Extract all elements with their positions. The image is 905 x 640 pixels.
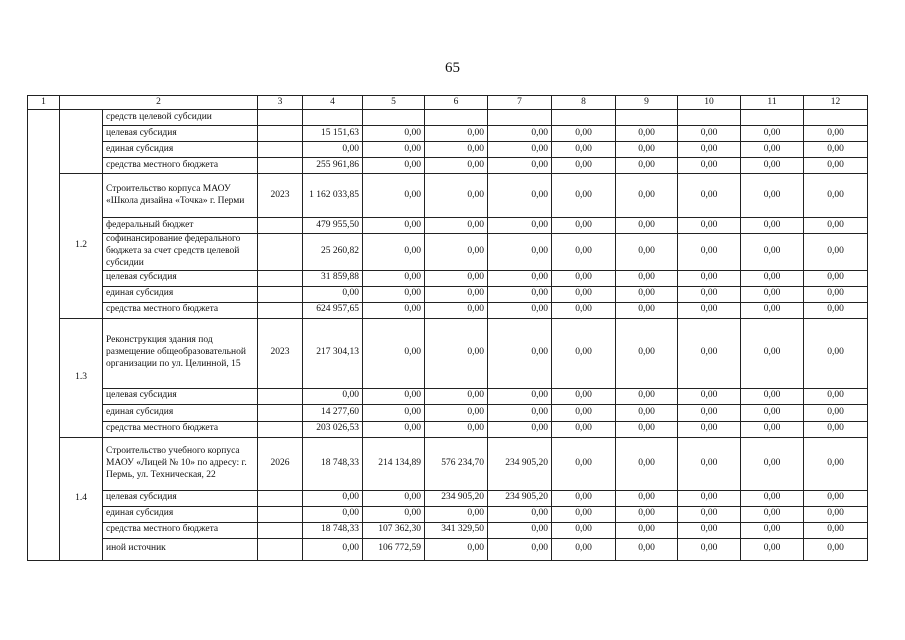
- value-cell-col-10: 0,00: [678, 158, 741, 174]
- value-cell-col-9: 0,00: [616, 158, 678, 174]
- value-cell-col-8: 0,00: [552, 142, 616, 158]
- year-cell: [258, 506, 303, 522]
- value-cell-col-6: 0,00: [425, 318, 488, 388]
- value-cell-col-7: 0,00: [488, 126, 552, 142]
- table-row: [28, 506, 868, 522]
- value-cell-col-5: 0,00: [363, 318, 425, 388]
- row-label: средств целевой субсидии: [103, 110, 258, 126]
- value-cell-col-7: 0,00: [488, 302, 552, 318]
- row-label: единая субсидия: [103, 286, 258, 302]
- value-cell-col-4: 479 955,50: [303, 218, 363, 234]
- table-row: [28, 158, 868, 174]
- value-cell-col-9: 0,00: [616, 126, 678, 142]
- value-cell-col-10: 0,00: [678, 318, 741, 388]
- year-cell: [258, 388, 303, 404]
- value-cell-col-12: 0,00: [804, 538, 868, 560]
- year-cell: [258, 270, 303, 286]
- value-cell-col-6: 0,00: [425, 158, 488, 174]
- table-row: [28, 110, 868, 126]
- value-cell-col-5: 0,00: [363, 218, 425, 234]
- value-cell-col-9: 0,00: [616, 421, 678, 437]
- value-cell-col-5: 214 134,89: [363, 437, 425, 490]
- value-cell-col-5: 0,00: [363, 388, 425, 404]
- value-cell-col-7: 0,00: [488, 506, 552, 522]
- value-cell-col-7: [488, 110, 552, 126]
- value-cell-col-5: 0,00: [363, 286, 425, 302]
- header-cell-10: 10: [678, 96, 741, 110]
- value-cell-col-9: [616, 110, 678, 126]
- year-cell: [258, 286, 303, 302]
- value-cell-col-4: 18 748,33: [303, 437, 363, 490]
- value-cell-col-11: 0,00: [741, 286, 804, 302]
- value-cell-col-8: 0,00: [552, 522, 616, 538]
- value-cell-col-9: 0,00: [616, 318, 678, 388]
- value-cell-col-7: 0,00: [488, 286, 552, 302]
- value-cell-col-7: 0,00: [488, 158, 552, 174]
- row-label: целевая субсидия: [103, 490, 258, 506]
- value-cell-col-7: 0,00: [488, 388, 552, 404]
- table-body: [28, 110, 868, 561]
- year-cell: [258, 421, 303, 437]
- value-cell-col-4: 0,00: [303, 506, 363, 522]
- value-cell-col-4: 0,00: [303, 286, 363, 302]
- row-label: софинансирование федерального бюджета за счет средств целевой субсидии: [103, 234, 258, 271]
- row-label: иной источник: [103, 538, 258, 560]
- table-row: [28, 388, 868, 404]
- year-cell: 2023: [258, 174, 303, 218]
- value-cell-col-9: 0,00: [616, 174, 678, 218]
- value-cell-col-6: 576 234,70: [425, 437, 488, 490]
- value-cell-col-11: 0,00: [741, 490, 804, 506]
- table-row: [28, 437, 868, 490]
- value-cell-col-4: 624 957,65: [303, 302, 363, 318]
- value-cell-col-12: 0,00: [804, 126, 868, 142]
- value-cell-col-8: 0,00: [552, 437, 616, 490]
- year-cell: [258, 110, 303, 126]
- value-cell-col-8: 0,00: [552, 421, 616, 437]
- value-cell-col-6: 0,00: [425, 270, 488, 286]
- value-cell-col-10: 0,00: [678, 522, 741, 538]
- value-cell-col-12: 0,00: [804, 286, 868, 302]
- value-cell-col-12: 0,00: [804, 218, 868, 234]
- value-cell-col-8: 0,00: [552, 538, 616, 560]
- table-row: [28, 404, 868, 421]
- value-cell-col-4: [303, 110, 363, 126]
- value-cell-col-8: 0,00: [552, 506, 616, 522]
- value-cell-col-12: 0,00: [804, 522, 868, 538]
- value-cell-col-12: 0,00: [804, 158, 868, 174]
- value-cell-col-5: 0,00: [363, 142, 425, 158]
- value-cell-col-7: 0,00: [488, 318, 552, 388]
- value-cell-col-8: 0,00: [552, 218, 616, 234]
- value-cell-col-10: 0,00: [678, 218, 741, 234]
- value-cell-col-6: 0,00: [425, 302, 488, 318]
- table-row: [28, 142, 868, 158]
- value-cell-col-10: 0,00: [678, 142, 741, 158]
- value-cell-col-11: 0,00: [741, 506, 804, 522]
- value-cell-col-10: 0,00: [678, 302, 741, 318]
- value-cell-col-11: [741, 110, 804, 126]
- year-cell: [258, 538, 303, 560]
- value-cell-col-9: 0,00: [616, 404, 678, 421]
- value-cell-col-5: 0,00: [363, 158, 425, 174]
- value-cell-col-4: 255 961,86: [303, 158, 363, 174]
- value-cell-col-12: 0,00: [804, 437, 868, 490]
- value-cell-col-11: 0,00: [741, 234, 804, 271]
- value-cell-col-7: 0,00: [488, 218, 552, 234]
- value-cell-col-6: 0,00: [425, 218, 488, 234]
- value-cell-col-7: 0,00: [488, 234, 552, 271]
- value-cell-col-9: 0,00: [616, 286, 678, 302]
- header-cell-4: 4: [303, 96, 363, 110]
- value-cell-col-8: 0,00: [552, 234, 616, 271]
- item-code-cell: [60, 110, 103, 174]
- value-cell-col-7: 234 905,20: [488, 490, 552, 506]
- value-cell-col-11: 0,00: [741, 318, 804, 388]
- row-label: средства местного бюджета: [103, 522, 258, 538]
- year-cell: [258, 218, 303, 234]
- value-cell-col-6: 341 329,50: [425, 522, 488, 538]
- row-label: средства местного бюджета: [103, 158, 258, 174]
- header-cell-5: 5: [363, 96, 425, 110]
- value-cell-col-11: 0,00: [741, 126, 804, 142]
- value-cell-col-8: 0,00: [552, 126, 616, 142]
- value-cell-col-11: 0,00: [741, 174, 804, 218]
- value-cell-col-6: 0,00: [425, 126, 488, 142]
- value-cell-col-5: 107 362,30: [363, 522, 425, 538]
- value-cell-col-10: 0,00: [678, 174, 741, 218]
- value-cell-col-7: 0,00: [488, 522, 552, 538]
- value-cell-col-12: 0,00: [804, 404, 868, 421]
- value-cell-col-11: 0,00: [741, 158, 804, 174]
- value-cell-col-5: 0,00: [363, 302, 425, 318]
- value-cell-col-12: 0,00: [804, 142, 868, 158]
- value-cell-col-9: 0,00: [616, 538, 678, 560]
- value-cell-col-5: 0,00: [363, 506, 425, 522]
- table-row: [28, 522, 868, 538]
- value-cell-col-5: 0,00: [363, 421, 425, 437]
- row-label: федеральный бюджет: [103, 218, 258, 234]
- value-cell-col-8: 0,00: [552, 490, 616, 506]
- row-label: целевая субсидия: [103, 388, 258, 404]
- year-cell: [258, 158, 303, 174]
- value-cell-col-5: 0,00: [363, 404, 425, 421]
- budget-table: [27, 95, 868, 561]
- value-cell-col-8: [552, 110, 616, 126]
- year-cell: [258, 302, 303, 318]
- value-cell-col-10: [678, 110, 741, 126]
- row-label: целевая субсидия: [103, 126, 258, 142]
- value-cell-col-11: 0,00: [741, 142, 804, 158]
- value-cell-col-5: 0,00: [363, 270, 425, 286]
- value-cell-col-7: 0,00: [488, 142, 552, 158]
- table-header: [28, 96, 868, 110]
- value-cell-col-11: 0,00: [741, 302, 804, 318]
- table-row: [28, 421, 868, 437]
- value-cell-col-6: 0,00: [425, 234, 488, 271]
- value-cell-col-4: 217 304,13: [303, 318, 363, 388]
- year-cell: 2026: [258, 437, 303, 490]
- row-label: единая субсидия: [103, 404, 258, 421]
- header-cell-3: 3: [258, 96, 303, 110]
- table-row: [28, 302, 868, 318]
- value-cell-col-11: 0,00: [741, 404, 804, 421]
- value-cell-col-9: 0,00: [616, 302, 678, 318]
- value-cell-col-10: 0,00: [678, 388, 741, 404]
- value-cell-col-10: 0,00: [678, 421, 741, 437]
- value-cell-col-6: 0,00: [425, 286, 488, 302]
- value-cell-col-7: 234 905,20: [488, 437, 552, 490]
- value-cell-col-11: 0,00: [741, 270, 804, 286]
- value-cell-col-10: 0,00: [678, 538, 741, 560]
- value-cell-col-10: 0,00: [678, 404, 741, 421]
- table-row: [28, 538, 868, 560]
- value-cell-col-7: 0,00: [488, 421, 552, 437]
- value-cell-col-9: 0,00: [616, 270, 678, 286]
- header-row: [28, 96, 868, 110]
- value-cell-col-11: 0,00: [741, 437, 804, 490]
- value-cell-col-8: 0,00: [552, 318, 616, 388]
- value-cell-col-11: 0,00: [741, 388, 804, 404]
- value-cell-col-10: 0,00: [678, 437, 741, 490]
- value-cell-col-8: 0,00: [552, 174, 616, 218]
- value-cell-col-4: 18 748,33: [303, 522, 363, 538]
- value-cell-col-10: 0,00: [678, 234, 741, 271]
- value-cell-col-4: 0,00: [303, 490, 363, 506]
- row-label: единая субсидия: [103, 506, 258, 522]
- value-cell-col-12: 0,00: [804, 490, 868, 506]
- header-cell-12: 12: [804, 96, 868, 110]
- value-cell-col-7: 0,00: [488, 538, 552, 560]
- row-label: единая субсидия: [103, 142, 258, 158]
- value-cell-col-10: 0,00: [678, 286, 741, 302]
- table-row: [28, 218, 868, 234]
- value-cell-col-12: 0,00: [804, 270, 868, 286]
- value-cell-col-8: 0,00: [552, 270, 616, 286]
- value-cell-col-10: 0,00: [678, 490, 741, 506]
- value-cell-col-7: 0,00: [488, 404, 552, 421]
- value-cell-col-8: 0,00: [552, 404, 616, 421]
- value-cell-col-8: 0,00: [552, 286, 616, 302]
- header-cell-8: 8: [552, 96, 616, 110]
- value-cell-col-9: 0,00: [616, 437, 678, 490]
- value-cell-col-4: 0,00: [303, 538, 363, 560]
- table-row: [28, 174, 868, 218]
- value-cell-col-6: 0,00: [425, 421, 488, 437]
- value-cell-col-8: 0,00: [552, 302, 616, 318]
- row-label: Строительство учебного корпуса МАОУ «Лицей № 10» по адресу: г. Пермь, ул. Техническая, 22: [103, 437, 258, 490]
- row-label: целевая субсидия: [103, 270, 258, 286]
- year-cell: [258, 142, 303, 158]
- value-cell-col-12: 0,00: [804, 174, 868, 218]
- value-cell-col-11: 0,00: [741, 421, 804, 437]
- row-label: Реконструкция здания под размещение общеобразовательной организации по ул. Целинной, 15: [103, 318, 258, 388]
- value-cell-col-7: 0,00: [488, 270, 552, 286]
- value-cell-col-4: 0,00: [303, 142, 363, 158]
- table-row: [28, 270, 868, 286]
- value-cell-col-11: 0,00: [741, 218, 804, 234]
- value-cell-col-5: 0,00: [363, 174, 425, 218]
- value-cell-col-11: 0,00: [741, 522, 804, 538]
- value-cell-col-8: 0,00: [552, 388, 616, 404]
- table-row: [28, 318, 868, 388]
- value-cell-col-9: 0,00: [616, 506, 678, 522]
- value-cell-col-12: 0,00: [804, 318, 868, 388]
- value-cell-col-12: 0,00: [804, 388, 868, 404]
- value-cell-col-5: 0,00: [363, 126, 425, 142]
- value-cell-col-4: 14 277,60: [303, 404, 363, 421]
- value-cell-col-12: 0,00: [804, 234, 868, 271]
- value-cell-col-10: 0,00: [678, 506, 741, 522]
- year-cell: [258, 234, 303, 271]
- header-cell-1: 1: [28, 96, 60, 110]
- value-cell-col-5: 106 772,59: [363, 538, 425, 560]
- value-cell-col-5: [363, 110, 425, 126]
- header-cell-2: 2: [60, 96, 258, 110]
- value-cell-col-6: 234 905,20: [425, 490, 488, 506]
- value-cell-col-6: 0,00: [425, 538, 488, 560]
- value-cell-col-10: 0,00: [678, 126, 741, 142]
- item-code-cell: 1.4: [60, 437, 103, 560]
- row-label: Строительство корпуса МАОУ «Школа дизайна «Точка» г. Перми: [103, 174, 258, 218]
- year-cell: [258, 126, 303, 142]
- value-cell-col-12: 0,00: [804, 506, 868, 522]
- blank-column-cell: [28, 110, 60, 561]
- value-cell-col-5: 0,00: [363, 490, 425, 506]
- value-cell-col-6: 0,00: [425, 404, 488, 421]
- year-cell: [258, 522, 303, 538]
- item-code-cell: 1.2: [60, 174, 103, 319]
- table-row: [28, 490, 868, 506]
- value-cell-col-4: 0,00: [303, 388, 363, 404]
- value-cell-col-9: 0,00: [616, 490, 678, 506]
- value-cell-col-12: 0,00: [804, 302, 868, 318]
- page-number: 65: [445, 60, 460, 76]
- value-cell-col-6: 0,00: [425, 174, 488, 218]
- value-cell-col-4: 31 859,88: [303, 270, 363, 286]
- value-cell-col-6: 0,00: [425, 388, 488, 404]
- value-cell-col-11: 0,00: [741, 538, 804, 560]
- value-cell-col-4: 1 162 033,85: [303, 174, 363, 218]
- table-row: [28, 126, 868, 142]
- year-cell: 2023: [258, 318, 303, 388]
- value-cell-col-6: [425, 110, 488, 126]
- header-cell-6: 6: [425, 96, 488, 110]
- value-cell-col-9: 0,00: [616, 142, 678, 158]
- item-code-cell: 1.3: [60, 318, 103, 437]
- table-row: [28, 286, 868, 302]
- row-label: средства местного бюджета: [103, 302, 258, 318]
- value-cell-col-8: 0,00: [552, 158, 616, 174]
- value-cell-col-9: 0,00: [616, 218, 678, 234]
- value-cell-col-9: 0,00: [616, 522, 678, 538]
- value-cell-col-7: 0,00: [488, 174, 552, 218]
- value-cell-col-4: 25 260,82: [303, 234, 363, 271]
- value-cell-col-5: 0,00: [363, 234, 425, 271]
- value-cell-col-12: [804, 110, 868, 126]
- value-cell-col-4: 203 026,53: [303, 421, 363, 437]
- header-cell-11: 11: [741, 96, 804, 110]
- value-cell-col-6: 0,00: [425, 506, 488, 522]
- value-cell-col-9: 0,00: [616, 234, 678, 271]
- value-cell-col-9: 0,00: [616, 388, 678, 404]
- row-label: средства местного бюджета: [103, 421, 258, 437]
- value-cell-col-10: 0,00: [678, 270, 741, 286]
- value-cell-col-4: 15 151,63: [303, 126, 363, 142]
- table-row: [28, 234, 868, 271]
- value-cell-col-6: 0,00: [425, 142, 488, 158]
- value-cell-col-12: 0,00: [804, 421, 868, 437]
- year-cell: [258, 490, 303, 506]
- header-cell-7: 7: [488, 96, 552, 110]
- header-cell-9: 9: [616, 96, 678, 110]
- year-cell: [258, 404, 303, 421]
